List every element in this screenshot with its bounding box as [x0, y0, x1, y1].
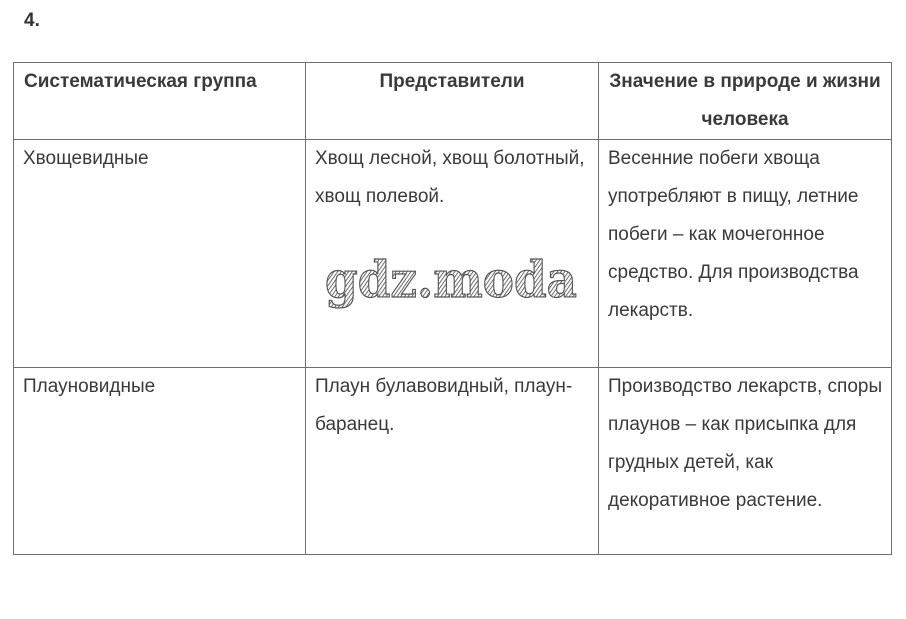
- representatives-text: Плаун булавовидный, плаун-баранец.: [315, 376, 573, 435]
- svg-text:gdz.moda: gdz.moda: [325, 250, 577, 309]
- header-systematic-group: Систематическая группа: [14, 63, 306, 140]
- header-representatives: Представители: [306, 63, 599, 140]
- task-number: 4.: [24, 10, 40, 31]
- group-name: Хвощевидные: [23, 148, 149, 169]
- cell-significance: [599, 140, 892, 368]
- significance-text: Весенние побеги хвоща употребляют в пищу, летние побеги – как мочегонное средство. Для производства лекарств.: [608, 148, 859, 321]
- group-name: Плауновидные: [23, 376, 156, 397]
- cell-group: [14, 368, 306, 555]
- watermark-logo: [323, 250, 581, 312]
- representatives-text: Хвощ лесной, хвощ болотный, хвощ полевой.: [315, 148, 585, 207]
- table-header-row: [14, 63, 892, 140]
- table-row: [14, 368, 892, 555]
- header-significance: Значение в природе и жизни человека: [599, 63, 892, 140]
- cell-significance: [599, 368, 892, 555]
- significance-text: Производство лекарств, споры плаунов – как присыпка для грудных детей, как декоративное растение.: [608, 376, 883, 511]
- cell-representatives: [306, 368, 599, 555]
- cell-group: [14, 140, 306, 368]
